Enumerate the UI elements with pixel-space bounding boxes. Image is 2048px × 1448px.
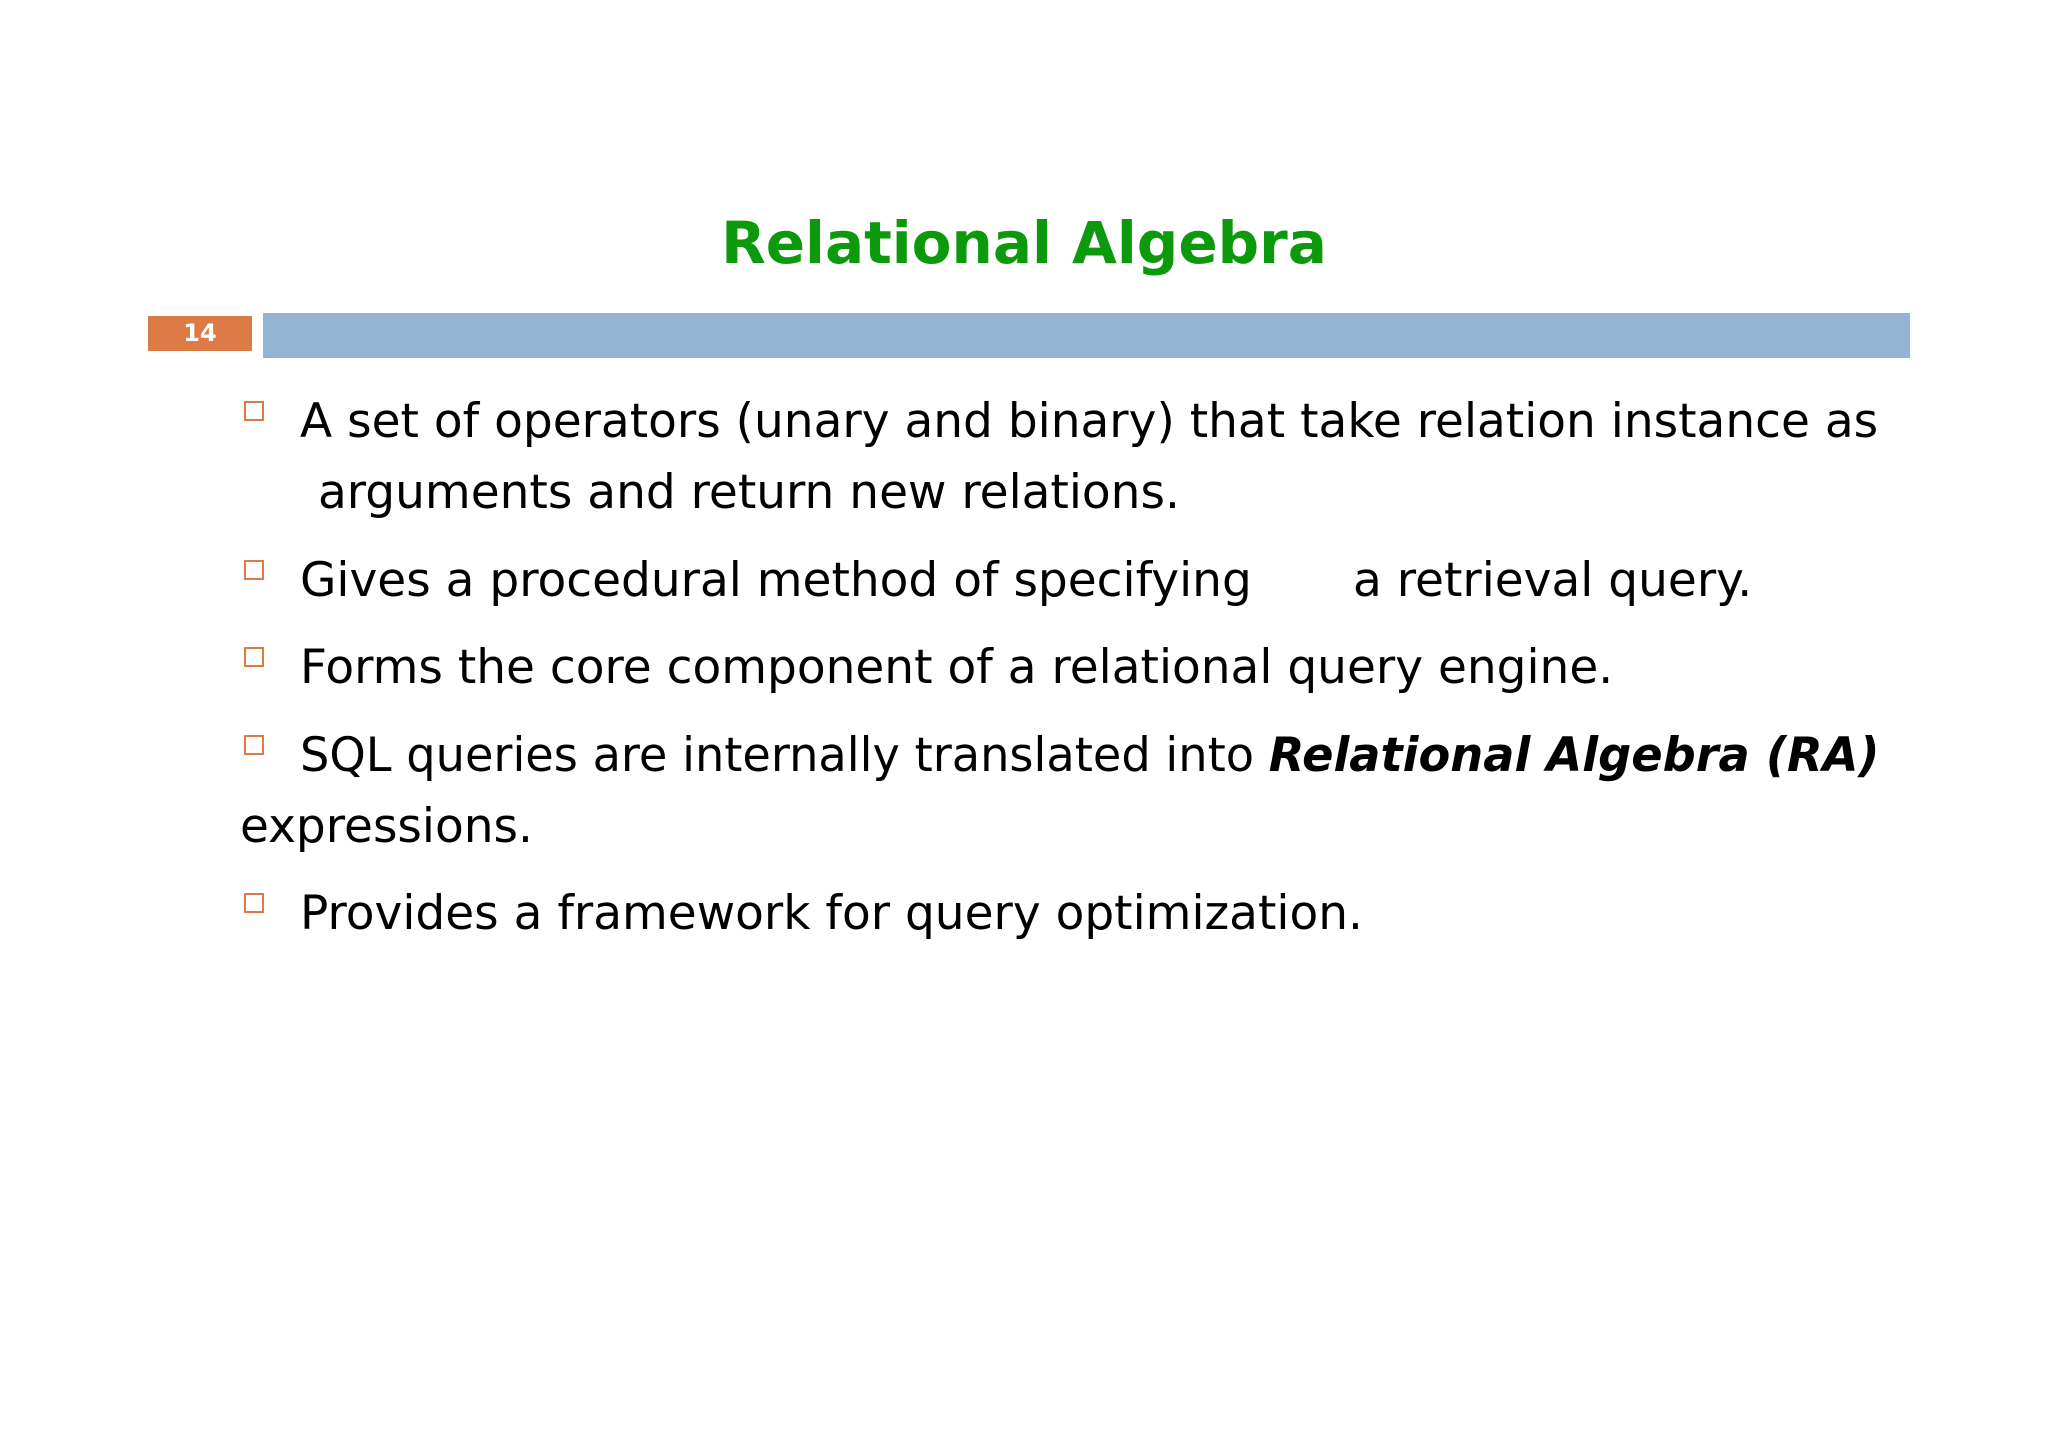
bullet-4-emphasis: Relational Algebra (RA): [1268, 728, 1880, 783]
bullet-square-icon: [244, 560, 264, 580]
bullet-square-icon: [244, 401, 264, 421]
bullet-2-text-part-2: a retrieval query.: [1353, 553, 1753, 608]
bullet-4-line-1: [300, 725, 1880, 787]
bullet-5-text: Provides a framework for query optimization.: [300, 886, 1363, 941]
title-divider-bar: [263, 313, 1910, 358]
bullet-square-icon: [244, 735, 264, 755]
bullet-1-line-1: A set of operators (unary and binary) that take relation instance as: [300, 394, 1879, 449]
bullet-1-line-2: arguments and return new relations.: [318, 465, 1180, 520]
bullet-4-prefix: SQL queries are internally translated into: [300, 728, 1269, 783]
bullet-4-line-2: expressions.: [240, 799, 533, 854]
bullet-2-text-part-1: Gives a procedural method of specifying: [300, 553, 1252, 608]
slide-number-badge: 14: [148, 316, 252, 351]
bullet-square-icon: [244, 893, 264, 913]
bullet-3-text: Forms the core component of a relational query engine.: [300, 640, 1614, 695]
slide-title: Relational Algebra: [721, 209, 1327, 277]
bullet-square-icon: [244, 647, 264, 667]
